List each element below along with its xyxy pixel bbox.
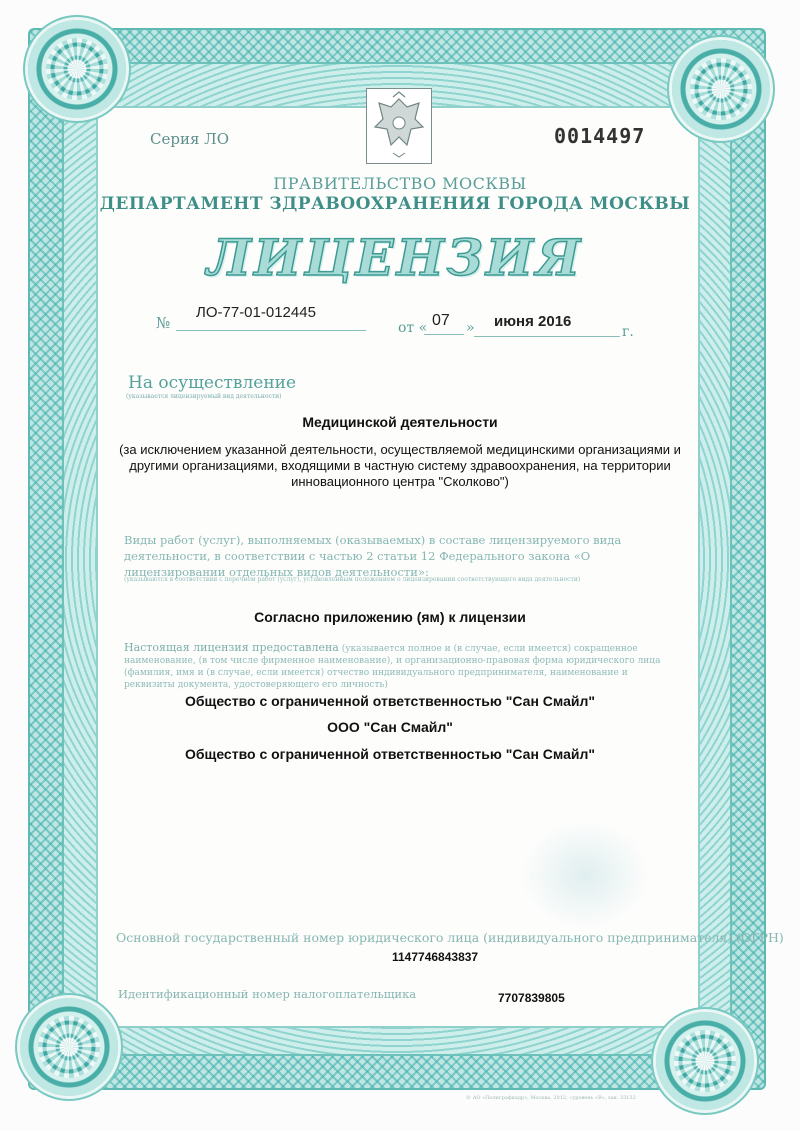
authority-line-2: ДЕПАРТАМЕНТ ЗДРАВООХРАНЕНИЯ ГОРОДА МОСКВЫ [99, 194, 691, 214]
month-underline [474, 336, 620, 337]
document-title: ЛИЦЕНЗИЯ [206, 228, 584, 287]
grantee-hint: (указывается полное и (в случае, если имеется) сокращенное наименование, (в том числе фирменное наименование), и организационно-правовая форма юридического лица (фамилия, имя и (в случае, если имеется) отчество индивидуального предпринимателя, наименование и реквизиты документа, удостоверяющего его личность) [124, 644, 661, 690]
inn-label: Идентификационный номер налогоплательщика [118, 987, 417, 1001]
license-number: ЛО-77-01-012445 [196, 304, 316, 321]
activity-description: (за исключением указанной деятельности, осуществляемой медицинскими организациями и другими организациями, входящими в частную систему здравоохранения, на территории инновационного центра "Сколково") [119, 442, 681, 489]
corner-rosette-bottom-left [20, 998, 118, 1096]
ogrn-value: 1147746843837 [392, 950, 479, 964]
corner-rosette-top-left [28, 20, 126, 118]
grantee-short-name: ООО "Сан Смайл" [327, 719, 453, 735]
ogrn-label: Основной государственный номер юридического лица (индивидуального предпринимателя) (ОГРН) [116, 930, 784, 945]
works-hint: (указываются в соответствии с перечнем работ (услуг), установленным положением о лицензировании соответствующего вида деятельности) [124, 576, 581, 583]
grantee-lead: Настоящая лицензия предоставлена [124, 641, 339, 654]
grantee-firm-name: Общество с ограниченной ответственностью "Сан Смайл" [184, 746, 596, 762]
day-underline [424, 334, 464, 335]
number-underline [176, 330, 366, 331]
form-number: 0014497 [554, 124, 646, 148]
printer-imprint: © АО «Полиграфкадр», Москва, 2012, «уровень «В», зак. 33132 [466, 1095, 636, 1101]
authority-line-1: ПРАВИТЕЛЬСТВО МОСКВЫ [273, 174, 527, 193]
date-quote-close: » [466, 320, 475, 336]
corner-rosette-bottom-right [656, 1012, 754, 1110]
faded-stamp [520, 820, 650, 930]
date-prefix: от « [398, 320, 428, 336]
activity-hint: (указывается лицензируемый вид деятельности) [126, 393, 282, 400]
works-value: Согласно приложению (ям) к лицензии [254, 609, 526, 625]
coat-of-arms-emblem [366, 88, 432, 164]
inn-value: 7707839805 [498, 991, 565, 1005]
activity-label: На осуществление [128, 373, 297, 393]
works-label: Виды работ (услуг), выполняемых (оказываемых) в составе лицензируемого вида деятельности, в соответствии с частью 2 статьи 12 Федерального закона «О лицензировании отдельных видов деятельности»: [124, 533, 622, 579]
license-day: 07 [432, 312, 450, 329]
year-suffix: г. [622, 324, 634, 340]
series-label: Серия ЛО [150, 130, 229, 148]
number-sign: № [156, 314, 171, 332]
grantee-label [124, 642, 669, 691]
license-month-year: июня 2016 [494, 313, 572, 330]
activity-type: Медицинской деятельности [302, 414, 498, 430]
grantee-full-name: Общество с ограниченной ответственностью "Сан Смайл" [184, 693, 596, 709]
corner-rosette-top-right [672, 40, 770, 138]
